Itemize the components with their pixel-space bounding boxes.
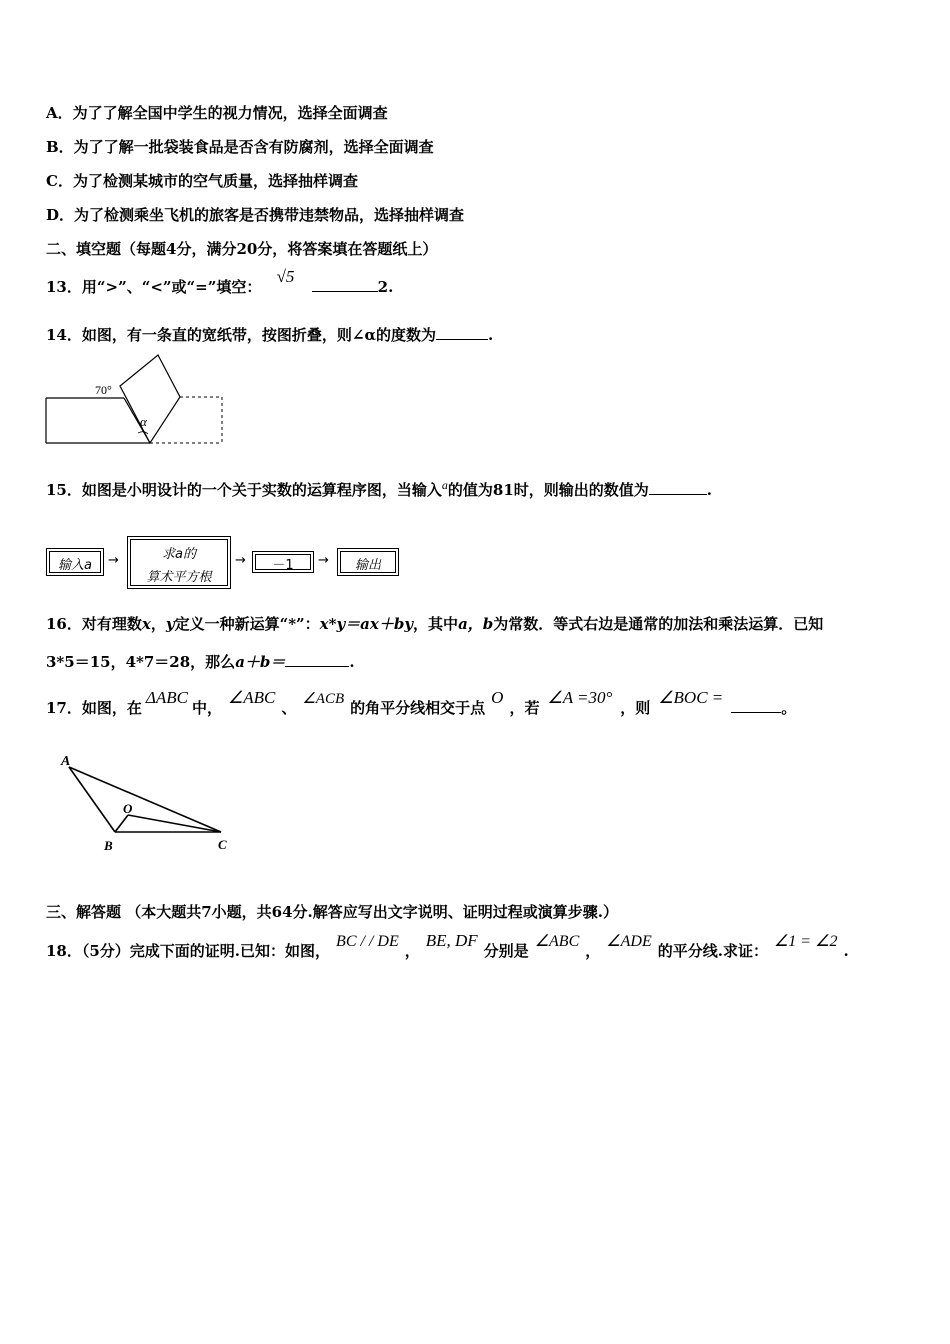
alpha-arc (138, 432, 148, 434)
flow-input-box (46, 548, 104, 576)
q13-text: 13．用“>”、“<”或“=”填空： (46, 278, 262, 296)
q16-l1-comma: ， (150, 615, 166, 633)
label-b: B (104, 838, 113, 853)
option-d: D．为了检测乘坐飞机的旅客是否携带违禁物品，选择抽样调查 (46, 206, 465, 224)
q17-answer-blank (731, 698, 781, 713)
q17-t4: 的角平分线相交于点 (350, 699, 486, 717)
q15-text-b: 的值为81时，则输出的数值为 (447, 481, 649, 499)
q18-bc-parallel-de: BC / / DE (336, 933, 399, 950)
option-b: B．为了了解一批袋装食品是否含有防腐剂，选择全面调查 (46, 138, 434, 156)
flow-arrow-1: → (108, 553, 119, 568)
q14-answer-blank (436, 325, 488, 340)
label-o: O (123, 801, 133, 816)
option-c: C．为了检测某城市的空气质量，选择抽样调查 (46, 172, 358, 190)
q17-t2: 中， (191, 699, 222, 717)
q16-l1-d: 为常数．等式右边是通常的加法和乘法运算．已知 (493, 615, 824, 633)
q16-l1-y: y (165, 615, 175, 633)
option-a: A．为了了解全国中学生的视力情况，选择全面调查 (46, 104, 388, 122)
q16-l2-a: 3*5＝15，4*7＝28，那么 (46, 653, 236, 671)
question-13 (46, 267, 394, 297)
q14-text: 14．如图，有一条直的宽纸带，按图折叠，则∠α的度数为 (46, 326, 436, 344)
q15-var-a: a (441, 478, 448, 492)
flow-sqrt-line1: 求a的 (162, 547, 196, 562)
flow-minus-label: －1 (272, 558, 294, 573)
question-16-line2 (46, 651, 355, 672)
q16-l1-ab: a，b (458, 615, 494, 633)
q18-angle-1-eq-2: ∠1 = ∠2 (773, 933, 838, 950)
flow-arrow-2: → (235, 553, 246, 568)
strip-folded-part (120, 355, 180, 443)
flow-sqrt-box (127, 536, 231, 589)
q18-t3: 分别是 (483, 942, 529, 960)
q17-t5: ，若 (509, 699, 540, 717)
q13-sqrt5: √5 (276, 267, 295, 286)
q16-l1-b: 定义一种新运算“*”： (174, 615, 320, 633)
question-15 (46, 479, 712, 500)
fig-angle-70: 70° (95, 383, 112, 397)
flow-sqrt-line2: 算术平方根 (146, 570, 212, 585)
q17-end: 。 (781, 699, 797, 717)
q16-l1-expr: x*y＝ax＋by (319, 615, 414, 633)
bisector-co (128, 815, 221, 832)
q13-answer-blank (312, 277, 378, 292)
q15-text-a: 15．如图是小明设计的一个关于实数的运算程序图，当输入 (46, 481, 442, 499)
q18-t5: 的平分线.求证： (657, 942, 768, 960)
q14-end: . (488, 326, 494, 344)
question-16-line1 (46, 613, 823, 634)
label-c: C (218, 837, 227, 852)
q17-t1: 17．如图，在 (46, 699, 142, 717)
q17-angle-abc: ∠ABC (227, 688, 276, 707)
q18-end: . (843, 942, 849, 960)
q17-triangle-figure (55, 745, 245, 860)
q15-answer-blank (649, 480, 707, 495)
q17-triangle-abc: ΔABC (145, 688, 188, 707)
section2-title: 二、填空题（每题4分，满分20分，将答案填在答题纸上） (46, 240, 438, 258)
q15-end: . (706, 481, 713, 499)
q16-l1-x: x (141, 615, 151, 633)
q17-angle-acb: ∠ACB (302, 691, 345, 707)
q18-angle-ade: ∠ADE (606, 933, 652, 950)
q16-end: . (349, 653, 355, 671)
question-18 (46, 931, 849, 961)
section3-title: 三、解答题 （本大题共7小题，共64分.解答应写出文字说明、证明过程或演算步骤.） (46, 903, 618, 921)
question-14 (46, 324, 493, 345)
q14-folded-strip-figure (40, 350, 230, 450)
q17-point-o: O (491, 688, 504, 707)
fig-alpha: α (140, 414, 147, 429)
bisector-bo (115, 815, 128, 832)
q16-l2-expr: a＋b＝ (235, 653, 286, 671)
flow-input-label: 输入a (58, 558, 92, 573)
flow-output-label: 输出 (354, 558, 381, 573)
question-17 (46, 688, 797, 718)
flow-arrow-3: → (318, 553, 329, 568)
q17-t6: ，则 (620, 699, 651, 717)
flow-output-box (337, 548, 399, 576)
q16-l1-a: 16．对有理数 (46, 615, 142, 633)
label-a: A (61, 754, 71, 769)
q18-t1: 18．（5分）完成下面的证明.已知：如图， (46, 942, 331, 960)
q18-t4: ， (585, 942, 601, 960)
q16-answer-blank (285, 652, 349, 667)
q17-angle-a-30: ∠A =30° (547, 688, 613, 707)
q17-t3: 、 (281, 699, 297, 717)
q18-angle-abc: ∠ABC (534, 933, 580, 950)
q17-angle-boc: ∠BOC = (658, 688, 724, 707)
q18-be-df: BE, DF (425, 931, 478, 950)
flow-minus-one-box (252, 551, 314, 573)
q13-end: 2. (377, 278, 394, 296)
q18-t2: ， (404, 942, 420, 960)
q16-l1-c: ，其中 (413, 615, 459, 633)
